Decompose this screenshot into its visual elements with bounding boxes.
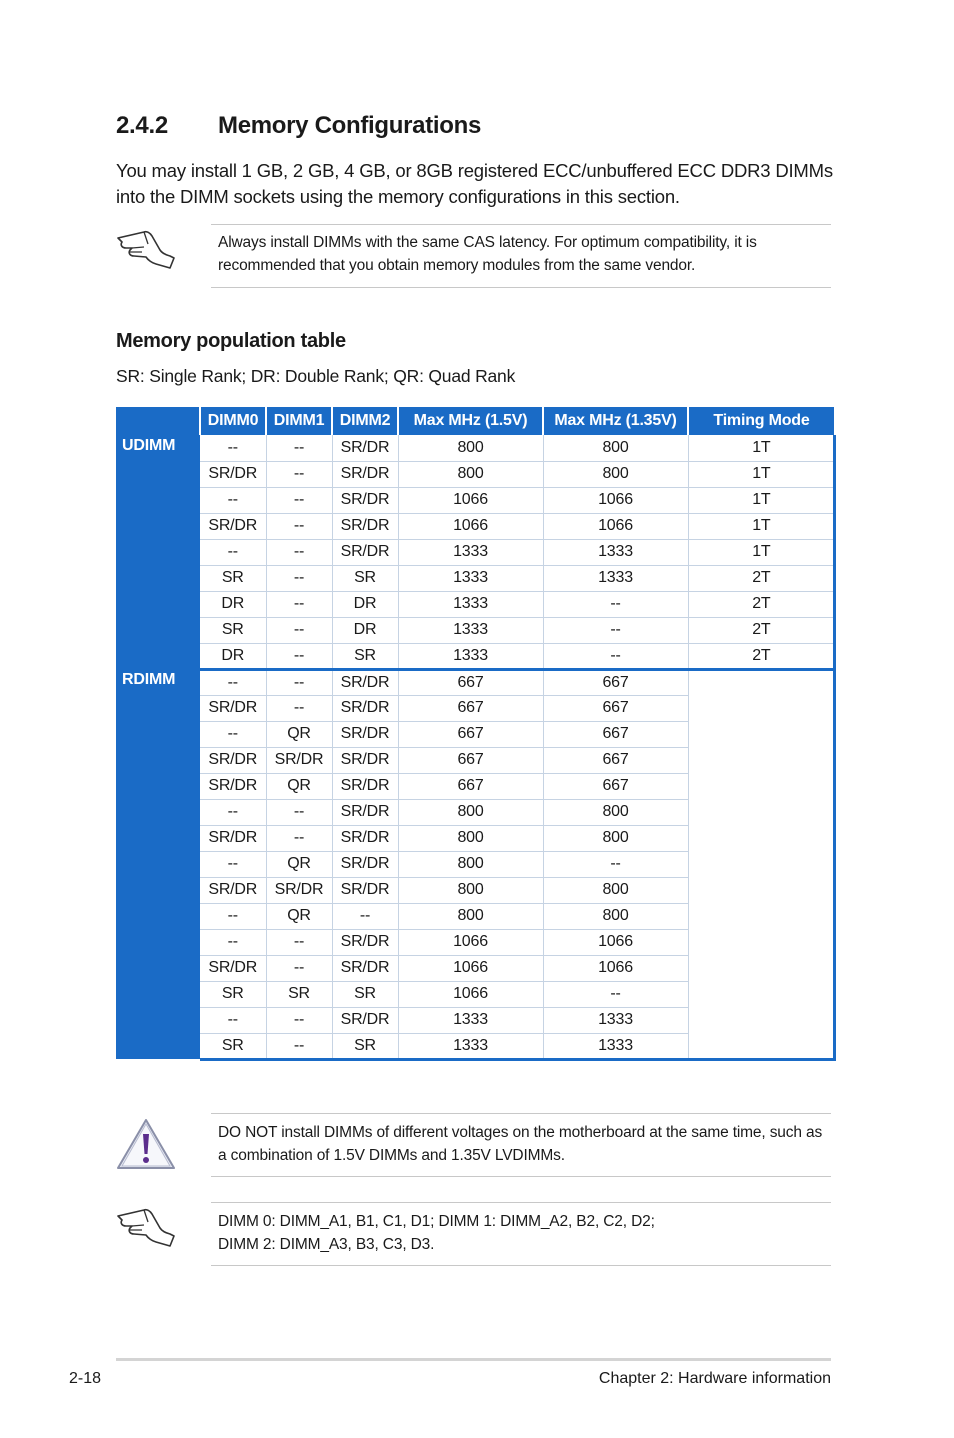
cell-max-mhz-135v: 667 (543, 695, 688, 721)
table-row (116, 487, 834, 513)
cell-dimm2: SR/DR (332, 435, 398, 461)
cell-dimm1: -- (266, 643, 332, 669)
cell-dimm2: SR/DR (332, 1007, 398, 1033)
header-max-mhz-135v: Max MHz (1.35V) (543, 407, 688, 435)
table-heading: Memory population table (116, 330, 346, 352)
cell-dimm2: SR/DR (332, 669, 398, 695)
cell-dimm0: -- (200, 903, 266, 929)
cell-max-mhz-15v: 800 (398, 799, 543, 825)
hand-note-icon (114, 1204, 178, 1257)
cell-max-mhz-135v: 800 (543, 461, 688, 487)
cell-max-mhz-15v: 800 (398, 851, 543, 877)
cell-dimm1: QR (266, 721, 332, 747)
cell-dimm0: -- (200, 721, 266, 747)
table-row (116, 513, 834, 539)
table-row (116, 591, 834, 617)
cell-dimm2: SR (332, 565, 398, 591)
table-header-row (116, 407, 834, 435)
cell-max-mhz-15v: 1066 (398, 929, 543, 955)
cell-dimm2: SR (332, 643, 398, 669)
cell-max-mhz-135v: 667 (543, 747, 688, 773)
cell-max-mhz-15v: 1066 (398, 487, 543, 513)
table-row (116, 539, 834, 565)
cell-max-mhz-135v: 800 (543, 825, 688, 851)
cell-dimm0: -- (200, 539, 266, 565)
cell-dimm1: QR (266, 773, 332, 799)
section-title-text: Memory Configurations (218, 112, 482, 139)
chapter-title: Chapter 2: Hardware information (598, 1370, 831, 1387)
cell-dimm2: SR/DR (332, 929, 398, 955)
cell-dimm0: SR/DR (200, 747, 266, 773)
cell-max-mhz-135v: 800 (543, 903, 688, 929)
cell-max-mhz-135v: 800 (543, 799, 688, 825)
note-dimm-line2: DIMM 2: DIMM_A3, B3, C3, D3. (218, 1236, 435, 1253)
cell-timing-mode: 1T (688, 513, 834, 539)
cell-dimm2: SR/DR (332, 695, 398, 721)
cell-dimm0: SR/DR (200, 955, 266, 981)
cell-max-mhz-135v: 1066 (543, 929, 688, 955)
cell-dimm1: QR (266, 851, 332, 877)
cell-dimm1: -- (266, 591, 332, 617)
cell-dimm2: SR/DR (332, 773, 398, 799)
cell-dimm2: SR/DR (332, 799, 398, 825)
cell-timing-mode-empty (688, 669, 834, 1059)
cell-timing-mode: 1T (688, 539, 834, 565)
cell-dimm0: -- (200, 1007, 266, 1033)
cell-max-mhz-15v: 800 (398, 461, 543, 487)
hand-note-icon (114, 226, 178, 279)
cell-dimm1: QR (266, 903, 332, 929)
cell-max-mhz-15v: 1333 (398, 1007, 543, 1033)
table-row (116, 461, 834, 487)
cell-max-mhz-135v: 800 (543, 435, 688, 461)
cell-dimm1: -- (266, 825, 332, 851)
cell-max-mhz-15v: 667 (398, 747, 543, 773)
cell-dimm1: -- (266, 1033, 332, 1059)
cell-max-mhz-135v: 1066 (543, 955, 688, 981)
table-row (116, 669, 834, 695)
note-cas-latency (211, 224, 831, 288)
cell-max-mhz-135v: 800 (543, 877, 688, 903)
cell-dimm1: SR/DR (266, 877, 332, 903)
cell-max-mhz-135v: 1066 (543, 513, 688, 539)
cell-dimm2: SR/DR (332, 513, 398, 539)
cell-dimm1: -- (266, 1007, 332, 1033)
cell-dimm2: DR (332, 591, 398, 617)
cell-timing-mode: 2T (688, 617, 834, 643)
cell-dimm0: SR/DR (200, 773, 266, 799)
cell-dimm1: -- (266, 955, 332, 981)
cell-max-mhz-15v: 1333 (398, 617, 543, 643)
cell-max-mhz-15v: 667 (398, 721, 543, 747)
cell-dimm0: SR (200, 617, 266, 643)
cell-dimm0: -- (200, 799, 266, 825)
cell-dimm0: SR (200, 981, 266, 1007)
cell-dimm1: -- (266, 695, 332, 721)
cell-max-mhz-15v: 1066 (398, 513, 543, 539)
cell-max-mhz-15v: 1066 (398, 981, 543, 1007)
table-row (116, 617, 834, 643)
cell-max-mhz-15v: 1333 (398, 591, 543, 617)
cell-max-mhz-15v: 800 (398, 877, 543, 903)
header-dimm0: DIMM0 (200, 407, 266, 435)
footer-rule (116, 1358, 831, 1361)
cell-dimm0: -- (200, 851, 266, 877)
cell-dimm1: SR (266, 981, 332, 1007)
cell-max-mhz-135v: 1333 (543, 539, 688, 565)
cell-dimm1: -- (266, 461, 332, 487)
cell-dimm2: SR/DR (332, 487, 398, 513)
cell-max-mhz-135v: 1333 (543, 565, 688, 591)
cell-max-mhz-135v: 667 (543, 669, 688, 695)
cell-dimm1: -- (266, 435, 332, 461)
cell-max-mhz-135v: -- (543, 981, 688, 1007)
cell-dimm1: -- (266, 565, 332, 591)
cell-dimm2: SR (332, 981, 398, 1007)
cell-dimm2: SR/DR (332, 825, 398, 851)
cell-max-mhz-15v: 800 (398, 435, 543, 461)
note-voltage-warning (211, 1113, 831, 1177)
cell-max-mhz-135v: -- (543, 591, 688, 617)
cell-dimm1: -- (266, 799, 332, 825)
cell-dimm1: -- (266, 513, 332, 539)
cell-dimm1: SR/DR (266, 747, 332, 773)
cell-max-mhz-15v: 667 (398, 773, 543, 799)
cell-dimm0: SR/DR (200, 513, 266, 539)
cell-dimm2: SR (332, 1033, 398, 1059)
cell-dimm1: -- (266, 617, 332, 643)
cell-max-mhz-15v: 667 (398, 669, 543, 695)
cell-max-mhz-15v: 1333 (398, 1033, 543, 1059)
cell-timing-mode: 1T (688, 435, 834, 461)
page-number: 2-18 (69, 1370, 102, 1387)
section-number: 2.4.2 (116, 112, 168, 139)
cell-max-mhz-15v: 667 (398, 695, 543, 721)
intro-paragraph: You may install 1 GB, 2 GB, 4 GB, or 8GB registered ECC/unbuffered ECC DDR3 DIMMs into the DIMM sockets using the memory configurations in this section. (116, 160, 833, 207)
cell-dimm0: SR/DR (200, 877, 266, 903)
cell-dimm0: -- (200, 487, 266, 513)
rank-legend: SR: Single Rank; DR: Double Rank; QR: Quad Rank (116, 366, 516, 386)
header-corner (116, 407, 200, 435)
note-dimm-line1: DIMM 0: DIMM_A1, B1, C1, D1; DIMM 1: DIMM_A2, B2, C2, D2; (218, 1213, 655, 1230)
cell-max-mhz-135v: 1333 (543, 1007, 688, 1033)
cell-dimm2: SR/DR (332, 851, 398, 877)
cell-timing-mode: 2T (688, 643, 834, 669)
cell-dimm0: -- (200, 929, 266, 955)
header-timing-mode: Timing Mode (688, 407, 834, 435)
table-body (116, 435, 834, 1059)
cell-dimm2: SR/DR (332, 955, 398, 981)
cell-max-mhz-135v: 1333 (543, 1033, 688, 1059)
cell-max-mhz-15v: 800 (398, 903, 543, 929)
dimm-type-label: RDIMM (116, 669, 200, 1059)
note-cas-text: Always install DIMMs with the same CAS latency. For optimum compatibility, it is recommended that you obtain memory modules from the same vendor. (218, 234, 757, 274)
cell-timing-mode: 2T (688, 565, 834, 591)
cell-dimm1: -- (266, 487, 332, 513)
cell-dimm2: SR/DR (332, 539, 398, 565)
cell-max-mhz-15v: 1333 (398, 539, 543, 565)
cell-timing-mode: 1T (688, 461, 834, 487)
table-row (116, 643, 834, 669)
table-row (116, 435, 834, 461)
cell-dimm0: SR (200, 565, 266, 591)
cell-dimm0: SR (200, 1033, 266, 1059)
cell-dimm0: SR/DR (200, 461, 266, 487)
cell-max-mhz-15v: 800 (398, 825, 543, 851)
warning-triangle-icon (114, 1116, 178, 1177)
cell-max-mhz-135v: 667 (543, 773, 688, 799)
table-row (116, 565, 834, 591)
section-title (116, 112, 481, 140)
cell-max-mhz-135v: 667 (543, 721, 688, 747)
cell-timing-mode: 2T (688, 591, 834, 617)
cell-max-mhz-15v: 1333 (398, 565, 543, 591)
header-dimm2: DIMM2 (332, 407, 398, 435)
cell-dimm0: -- (200, 435, 266, 461)
cell-max-mhz-15v: 1333 (398, 643, 543, 669)
cell-dimm1: -- (266, 929, 332, 955)
cell-dimm1: -- (266, 669, 332, 695)
cell-max-mhz-135v: -- (543, 617, 688, 643)
cell-dimm0: DR (200, 643, 266, 669)
header-max-mhz-15v: Max MHz (1.5V) (398, 407, 543, 435)
cell-dimm2: SR/DR (332, 877, 398, 903)
cell-dimm0: SR/DR (200, 825, 266, 851)
cell-timing-mode: 1T (688, 487, 834, 513)
cell-dimm2: SR/DR (332, 461, 398, 487)
cell-max-mhz-135v: -- (543, 643, 688, 669)
cell-dimm0: DR (200, 591, 266, 617)
cell-dimm0: -- (200, 669, 266, 695)
cell-max-mhz-15v: 1066 (398, 955, 543, 981)
note-voltage-text: DO NOT install DIMMs of different voltages on the motherboard at the same time, such as a combination of 1.5V DIMMs and 1.35V LVDIMMs. (218, 1124, 823, 1164)
memory-population-table (116, 407, 836, 1061)
header-dimm1: DIMM1 (266, 407, 332, 435)
cell-dimm2: -- (332, 903, 398, 929)
cell-dimm1: -- (266, 539, 332, 565)
cell-dimm2: SR/DR (332, 721, 398, 747)
note-dimm-slots (211, 1202, 831, 1266)
cell-dimm2: DR (332, 617, 398, 643)
dimm-type-label: UDIMM (116, 435, 200, 669)
cell-max-mhz-135v: 1066 (543, 487, 688, 513)
cell-dimm2: SR/DR (332, 747, 398, 773)
cell-dimm0: SR/DR (200, 695, 266, 721)
cell-max-mhz-135v: -- (543, 851, 688, 877)
